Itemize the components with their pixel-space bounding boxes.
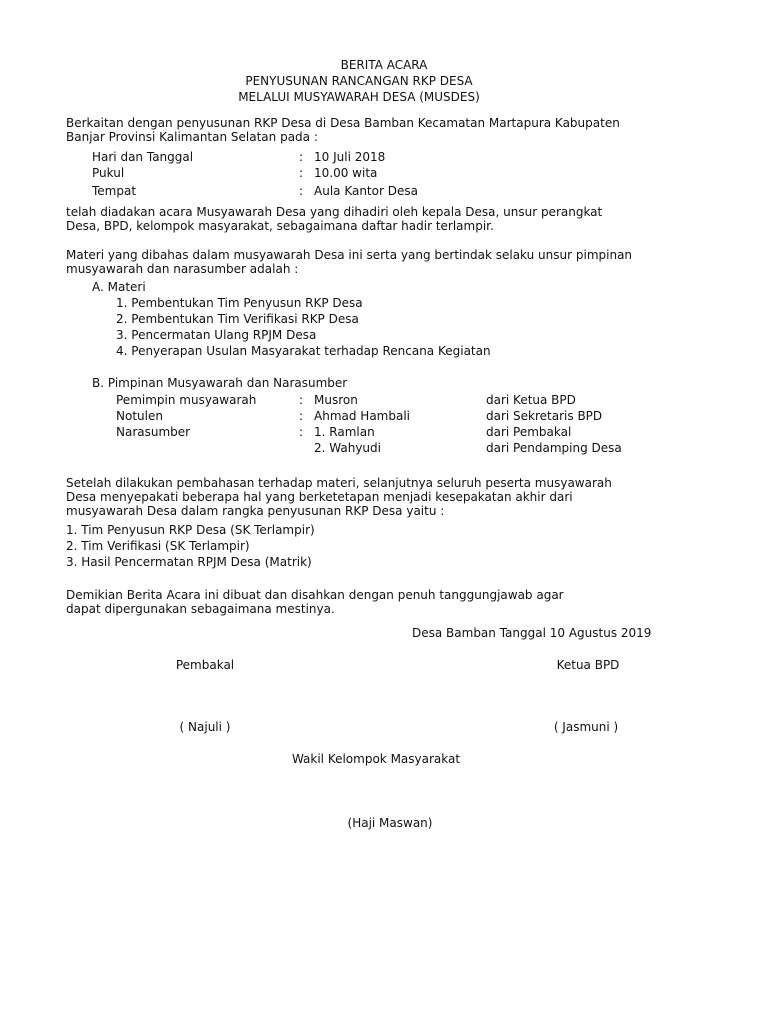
detail-label: Tempat: [92, 184, 137, 198]
role-separator: :: [299, 425, 304, 439]
materi-item: 4. Penyerapan Usulan Masyarakat terhadap Rencana Kegiatan: [116, 344, 491, 358]
materi-item: 2. Pembentukan Tim Verifikasi RKP Desa: [116, 312, 359, 326]
doc-subtitle-2: MELALUI MUSYAWARAH DESA (MUSDES): [238, 90, 480, 104]
materi-intro-line: musyawarah dan narasumber adalah :: [66, 262, 299, 276]
materi-intro-line: Materi yang dibahas dalam musyawarah Desa ini serta yang bertindak selaku unsur pimpinan: [66, 248, 633, 262]
signature-center-name: (Haji Maswan): [347, 816, 433, 830]
doc-subtitle: PENYUSUNAN RANCANGAN RKP DESA: [245, 74, 473, 88]
agreement-line: musyawarah Desa dalam rangka penyusunan RKP Desa yaitu :: [66, 504, 445, 518]
detail-separator: :: [299, 184, 304, 198]
materi-item: 1. Pembentukan Tim Penyusun RKP Desa: [116, 296, 363, 310]
agreement-item: 1. Tim Penyusun RKP Desa (SK Terlampir): [66, 523, 315, 537]
agreement-line: Setelah dilakukan pembahasan terhadap materi, selanjutnya seluruh peserta musyawarah: [66, 476, 612, 490]
signature-left-name: ( Najuli ): [179, 720, 231, 734]
detail-label: Hari dan Tanggal: [92, 150, 194, 164]
signature-left-title: Pembakal: [175, 658, 235, 672]
role-label: Notulen: [116, 409, 163, 423]
closing-line: Demikian Berita Acara ini dibuat dan disahkan dengan penuh tanggungjawab agar: [66, 588, 564, 602]
closing-line: dapat dipergunakan sebagaimana mestinya.: [66, 602, 335, 616]
role-name: Musron: [314, 393, 358, 407]
detail-value: Aula Kantor Desa: [314, 184, 418, 198]
role-origin: dari Pembakal: [486, 425, 572, 439]
signature-right-name: ( Jasmuni ): [553, 720, 619, 734]
attendance-paragraph-line: Desa, BPD, kelompok masyarakat, sebagaimana daftar hadir terlampir.: [66, 219, 494, 233]
intro-paragraph-line: Berkaitan dengan penyusunan RKP Desa di Desa Bamban Kecamatan Martapura Kabupaten: [66, 116, 620, 130]
role-origin: dari Ketua BPD: [486, 393, 576, 407]
role-name: 2. Wahyudi: [314, 441, 381, 455]
role-label: Narasumber: [116, 425, 191, 439]
agreement-item: 3. Hasil Pencermatan RPJM Desa (Matrik): [66, 555, 312, 569]
detail-separator: :: [299, 166, 304, 180]
role-separator: :: [299, 393, 304, 407]
detail-label: Pukul: [92, 166, 125, 180]
intro-paragraph-line: Banjar Provinsi Kalimantan Selatan pada :: [66, 130, 318, 144]
role-separator: :: [299, 409, 304, 423]
agreement-line: Desa menyepakati beberapa hal yang berketetapan menjadi kesepakatan akhir dari: [66, 490, 573, 504]
role-label: Pemimpin musyawarah: [116, 393, 257, 407]
detail-value: 10.00 wita: [314, 166, 378, 180]
place-date: Desa Bamban Tanggal 10 Agustus 2019: [412, 626, 652, 640]
role-name: Ahmad Hambali: [314, 409, 410, 423]
signature-center-title: Wakil Kelompok Masyarakat: [291, 752, 461, 766]
agreement-item: 2. Tim Verifikasi (SK Terlampir): [66, 539, 250, 553]
detail-separator: :: [299, 150, 304, 164]
attendance-paragraph-line: telah diadakan acara Musyawarah Desa yang dihadiri oleh kepala Desa, unsur perangkat: [66, 205, 603, 219]
section-a-title: A. Materi: [92, 280, 146, 294]
section-b-title: B. Pimpinan Musyawarah dan Narasumber: [92, 376, 348, 390]
signature-right-title: Ketua BPD: [556, 658, 620, 672]
role-name: 1. Ramlan: [314, 425, 375, 439]
doc-title: BERITA ACARA: [340, 58, 428, 72]
role-origin: dari Sekretaris BPD: [486, 409, 603, 423]
materi-item: 3. Pencermatan Ulang RPJM Desa: [116, 328, 317, 342]
detail-value: 10 Juli 2018: [314, 150, 386, 164]
role-origin: dari Pendamping Desa: [486, 441, 622, 455]
